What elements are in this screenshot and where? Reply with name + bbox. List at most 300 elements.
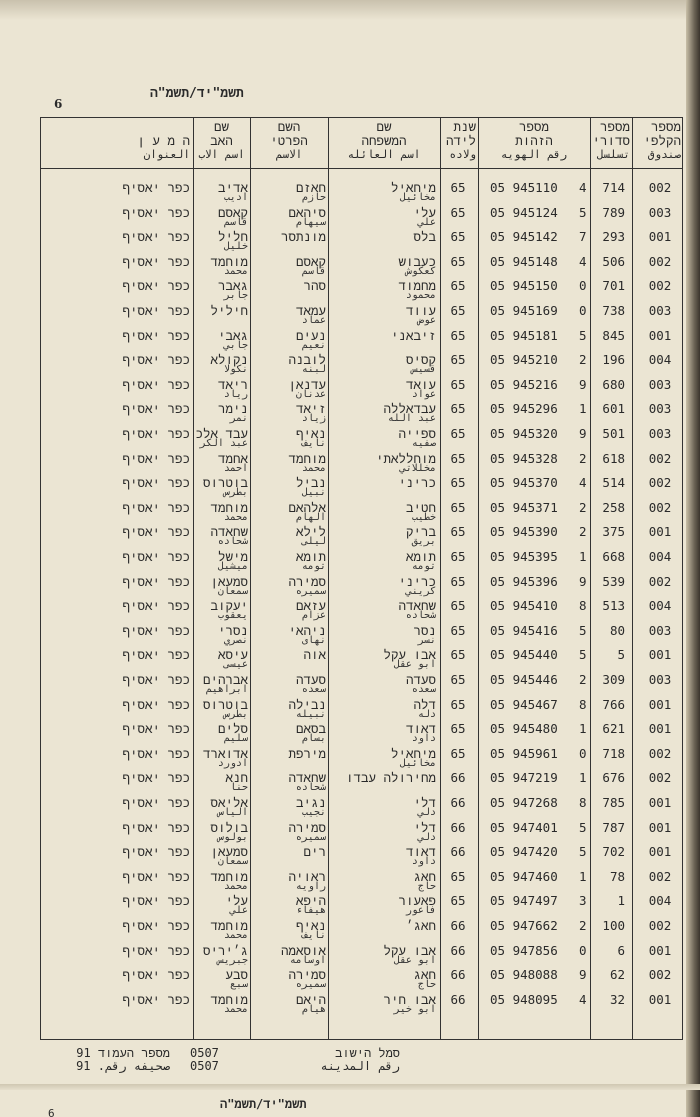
- cell-father-name: בוטרוס: [202, 696, 248, 712]
- cell-serial: 196: [602, 352, 625, 368]
- family-name-ar: عبد الله: [387, 413, 436, 425]
- cell-serial: 785: [602, 795, 625, 810]
- first-name-ar: نبيله: [295, 708, 326, 720]
- cell-address: כפר יאסיף: [122, 745, 190, 761]
- cell-address: כפר יאסיף: [122, 450, 190, 466]
- cell-id-number: 05 945446: [490, 672, 558, 687]
- cell-address: כפר יאסיף: [122, 918, 190, 933]
- cell-serial: 676: [602, 770, 625, 786]
- header-text: מספר: [650, 119, 681, 134]
- cell-birth-year: 65: [450, 278, 466, 294]
- cell-address: כפר יאסיף: [122, 401, 190, 417]
- family-name-ar: بريق: [411, 536, 436, 548]
- family-name-ar: حاج: [417, 880, 436, 892]
- cell-box: 001: [648, 524, 672, 540]
- cell-serial: 501: [602, 426, 625, 441]
- cell-serial: 787: [602, 819, 625, 835]
- first-name-ar: بسام: [301, 733, 326, 745]
- cell-check-digit: 8: [579, 795, 587, 810]
- first-name-ar: نايف: [301, 930, 326, 941]
- cell-family-name: עלי: [413, 204, 436, 220]
- table-row: [40, 278, 683, 302]
- father-name-ar: محمد: [223, 1003, 248, 1015]
- cell-birth-year: 65: [450, 426, 466, 441]
- cell-first-name: אלהאם: [288, 499, 326, 515]
- table-row: [40, 770, 683, 794]
- father-name-ar: جابر: [223, 290, 248, 302]
- cell-id-number: 05 947460: [490, 868, 558, 884]
- header-text: הקלפי: [643, 133, 681, 148]
- cell-check-digit: 5: [579, 622, 587, 638]
- cell-father-name: חליל: [217, 229, 248, 245]
- cell-box: 002: [648, 868, 672, 884]
- father-name-ar: محمد: [223, 880, 248, 892]
- header-text-ar: تسلسل: [596, 148, 630, 161]
- cell-check-digit: 8: [579, 696, 587, 712]
- family-name-ar: سعده: [411, 684, 436, 695]
- cell-first-name: לובנה: [288, 352, 326, 368]
- family-name-ar: دله: [417, 708, 436, 720]
- cell-family-name: מוחללאתי: [375, 450, 436, 466]
- cell-first-name: נגיב: [295, 795, 326, 810]
- cell-check-digit: 4: [579, 253, 587, 269]
- cell-box: 002: [648, 745, 672, 761]
- cell-box: 001: [648, 327, 672, 343]
- cell-box: 002: [648, 180, 672, 195]
- cell-father-name: סמעאן: [210, 844, 248, 860]
- cell-first-name: מירפת: [288, 745, 326, 761]
- cell-id-number: 05 945124: [490, 204, 558, 220]
- cell-box: 001: [648, 991, 672, 1007]
- cell-id-number: 05 947420: [490, 844, 558, 860]
- cell-box: 002: [648, 770, 672, 786]
- father-name-ar: يعقوب: [217, 610, 248, 622]
- cell-serial: 1: [617, 893, 625, 909]
- father-name-ar: احمد: [223, 462, 248, 474]
- cell-address: כפר יאסיף: [122, 819, 190, 835]
- cell-check-digit: 9: [579, 573, 587, 589]
- first-name-ar: ليلى: [301, 536, 326, 548]
- cell-birth-year: 65: [450, 622, 466, 638]
- family-name-ar: مخائيل: [399, 192, 436, 203]
- header-text: הפרטי: [270, 133, 308, 148]
- cell-family-name: זיבאני: [390, 327, 436, 343]
- father-name-ar: سمعان: [217, 856, 248, 868]
- cell-id-number: 05 945371: [490, 499, 558, 515]
- cell-id-number: 05 947662: [490, 918, 558, 933]
- cell-address: כפר יאסיף: [122, 475, 190, 491]
- cell-birth-year: 65: [450, 745, 466, 761]
- father-name-ar: عبد الكر: [199, 438, 248, 449]
- cell-address: כפר יאסיף: [122, 672, 190, 687]
- header-family: [330, 120, 438, 162]
- cell-address: כפר יאסיף: [122, 795, 190, 810]
- cell-check-digit: 2: [579, 352, 587, 368]
- table-row: [40, 623, 683, 647]
- table-row: [40, 844, 683, 868]
- cell-box: 003: [648, 426, 672, 441]
- header-text-ar: ولاده: [449, 148, 476, 161]
- settlement-code: 0507: [190, 1046, 219, 1060]
- cell-serial: 293: [602, 229, 625, 245]
- cell-check-digit: 0: [579, 745, 587, 761]
- cell-check-digit: 1: [579, 401, 587, 417]
- cell-serial: 514: [602, 475, 625, 491]
- header-text: מספר: [599, 119, 630, 134]
- cell-address: כפר יאסיף: [122, 770, 190, 786]
- father-name-ar: ميشيل: [217, 561, 248, 572]
- settlement-label: סמל הישוב: [335, 1046, 400, 1060]
- cell-check-digit: 2: [579, 450, 587, 466]
- cell-first-name: נביל: [295, 475, 326, 491]
- cell-id-number: 05 945396: [490, 573, 558, 589]
- cell-box: 003: [648, 376, 672, 392]
- first-name-ar: نجيب: [301, 807, 326, 818]
- cell-father-name: סבע: [225, 967, 248, 983]
- next-page-number: 6: [48, 1107, 55, 1117]
- cell-birth-year: 65: [450, 549, 466, 564]
- father-name-ar: حنا: [229, 782, 248, 794]
- cell-address: כפר יאסיף: [122, 180, 190, 195]
- table-row: [40, 746, 683, 770]
- cell-birth-year: 66: [450, 967, 466, 983]
- cell-father-name: חנא: [225, 770, 248, 786]
- table-row: [40, 524, 683, 548]
- cell-check-digit: 5: [579, 819, 587, 835]
- first-name-ar: سميره: [295, 831, 326, 843]
- header-text-ar: اسم العائله: [347, 148, 421, 161]
- cell-address: כפר יאסיף: [122, 942, 190, 958]
- cell-box: 003: [648, 672, 672, 687]
- cell-first-name: סמירה: [288, 819, 326, 835]
- cell-box: 001: [648, 647, 672, 663]
- cell-id-number: 05 945148: [490, 253, 558, 269]
- cell-id-number: 05 945328: [490, 450, 558, 466]
- table-row: [40, 451, 683, 475]
- cell-first-name: נאיף: [295, 426, 326, 441]
- cell-address: כפר יאסיף: [122, 278, 190, 294]
- cell-id-number: 05 945416: [490, 622, 558, 638]
- cell-family-name: אבו עקל: [383, 647, 436, 663]
- cell-box: 002: [648, 918, 672, 933]
- table-row: [40, 869, 683, 893]
- cell-check-digit: 1: [579, 549, 587, 564]
- table-row: [40, 549, 683, 573]
- father-name-ar: اديب: [223, 192, 248, 203]
- cell-family-name: מיחאיל: [390, 745, 436, 761]
- cell-birth-year: 66: [450, 942, 466, 958]
- cell-first-name: לילא: [295, 524, 326, 540]
- cell-family-name: מחמוד: [398, 278, 436, 294]
- table-row: [40, 697, 683, 721]
- cell-birth-year: 65: [450, 893, 466, 909]
- father-name-ar: بولوس: [217, 831, 248, 843]
- father-name-ar: علي: [229, 905, 248, 917]
- cell-serial: 845: [602, 327, 625, 343]
- table-row: [40, 500, 683, 524]
- cell-serial: 80: [609, 622, 625, 638]
- cell-id-number: 05 945142: [490, 229, 558, 245]
- cell-serial: 62: [609, 967, 625, 983]
- cell-birth-year: 65: [450, 696, 466, 712]
- cell-address: כפר יאסיף: [122, 352, 190, 368]
- family-name-ar: فاعور: [405, 905, 436, 917]
- header-divider: [40, 168, 683, 169]
- cell-check-digit: 8: [579, 598, 587, 614]
- cell-father-name: שחאדה: [210, 524, 248, 540]
- cell-address: כפר יאסיף: [122, 622, 190, 638]
- cell-father-name: עבד אלכ: [195, 426, 248, 441]
- cell-father-name: קאסם: [217, 204, 248, 220]
- header-text: המשפחה: [361, 133, 407, 148]
- cell-id-number: 05 947401: [490, 819, 558, 835]
- cell-family-name: מיחאיל: [390, 180, 436, 195]
- table-row: [40, 992, 683, 1016]
- first-name-ar: سعده: [301, 684, 326, 695]
- cell-first-name: ראויה: [288, 868, 326, 884]
- cell-family-name: חאג: [413, 967, 436, 983]
- table-row: [40, 820, 683, 844]
- cell-check-digit: 9: [579, 376, 587, 392]
- cell-address: כפר יאסיף: [122, 573, 190, 589]
- header-text-ar: العنوان: [143, 148, 190, 161]
- cell-check-digit: 2: [579, 499, 587, 515]
- first-name-ar: نهاى: [301, 634, 326, 646]
- cell-family-name: תומא: [405, 549, 436, 564]
- cell-first-name: היאם: [295, 991, 326, 1007]
- cell-first-name: עדנאן: [288, 376, 326, 392]
- cell-first-name: מונתסר: [280, 229, 326, 245]
- cell-check-digit: 7: [579, 229, 587, 245]
- table-row: [40, 647, 683, 671]
- table-row: [40, 893, 683, 917]
- table-row: [40, 918, 683, 942]
- cell-family-name: כעבוש: [398, 253, 436, 269]
- cell-first-name: נעים: [295, 327, 326, 343]
- cell-check-digit: 9: [579, 426, 587, 441]
- cell-birth-year: 66: [450, 819, 466, 835]
- table-row: [40, 672, 683, 696]
- cell-box: 004: [648, 549, 672, 564]
- cell-box: 002: [648, 278, 672, 294]
- cell-birth-year: 65: [450, 598, 466, 614]
- cell-father-name: נקולא: [210, 352, 248, 368]
- cell-birth-year: 65: [450, 647, 466, 663]
- cell-check-digit: 3: [579, 893, 587, 909]
- father-name-ar: محمد: [223, 511, 248, 523]
- header-father-name: [195, 120, 248, 162]
- book-binding: [686, 0, 700, 1117]
- family-name-ar: كعكوش: [405, 265, 436, 277]
- cell-check-digit: 1: [579, 770, 587, 786]
- cell-first-name: היפא: [295, 893, 326, 909]
- cell-first-name: אוסאמה: [280, 942, 326, 958]
- cell-serial: 701: [602, 278, 625, 294]
- cell-address: כפר יאסיף: [122, 204, 190, 220]
- cell-id-number: 05 947497: [490, 893, 558, 909]
- cell-father-name: אדיב: [217, 180, 248, 195]
- family-name-ar: محمود: [405, 290, 436, 302]
- cell-family-name: ספייה: [398, 426, 436, 441]
- cell-first-name: קאסם: [295, 253, 326, 269]
- cell-first-name: בסאם: [295, 721, 326, 737]
- cell-id-number: 05 948095: [490, 991, 558, 1007]
- first-name-ar: عدنان: [295, 388, 326, 400]
- cell-address: כפר יאסיף: [122, 376, 190, 392]
- header-box: [634, 120, 681, 162]
- header-text: שם: [376, 119, 392, 134]
- cell-father-name: חיליל: [210, 303, 248, 318]
- cell-family-name: חאג׳: [405, 918, 436, 933]
- cell-check-digit: 4: [579, 991, 587, 1007]
- cell-address: כפר יאסיף: [122, 991, 190, 1007]
- cell-serial: 601: [602, 401, 625, 417]
- cell-first-name: נאיף: [295, 918, 326, 933]
- cell-serial: 506: [602, 253, 625, 269]
- family-name-ar: صفيه: [411, 438, 436, 449]
- header-serial: [592, 120, 630, 162]
- first-name-ar: هيام: [301, 1003, 326, 1015]
- header-text-ar: رقم الهويه: [500, 148, 568, 161]
- father-name-ar: بطرس: [223, 487, 248, 499]
- cell-box: 001: [648, 942, 672, 958]
- cell-address: כפר יאסיף: [122, 253, 190, 269]
- cell-family-name: דלה: [413, 696, 436, 712]
- cell-check-digit: 5: [579, 844, 587, 860]
- next-page-title: תשמ"יד/תשמ"ה: [220, 1097, 307, 1111]
- header-text: השם: [277, 119, 301, 134]
- father-name-ar: جبريس: [217, 954, 248, 966]
- cell-serial: 702: [602, 844, 625, 860]
- cell-father-name: אליאס: [210, 795, 248, 810]
- cell-family-name: כריני: [398, 573, 436, 589]
- cell-check-digit: 4: [579, 475, 587, 491]
- cell-first-name: סיהאם: [288, 204, 326, 220]
- cell-birth-year: 66: [450, 770, 466, 786]
- family-name-ar: خطيب: [411, 511, 436, 523]
- table-row: [40, 795, 683, 819]
- table-row: [40, 205, 683, 229]
- cell-father-name: מוחמד: [210, 868, 248, 884]
- first-name-ar: الهام: [295, 511, 326, 523]
- cell-address: כפר יאסיף: [122, 524, 190, 540]
- first-name-ar: نبيل: [301, 487, 326, 499]
- cell-id-number: 05 945110: [490, 180, 558, 195]
- cell-family-name: אבו חיר: [383, 991, 436, 1007]
- family-name-ar: ابو عقل: [393, 954, 436, 966]
- cell-address: כפר יאסיף: [122, 229, 190, 245]
- cell-check-digit: 5: [579, 647, 587, 663]
- page-edge: [0, 1084, 700, 1090]
- cell-check-digit: 2: [579, 524, 587, 540]
- cell-father-name: עיסא: [217, 647, 248, 663]
- father-name-ar: شحاده: [217, 536, 248, 548]
- cell-address: כפר יאסיף: [122, 844, 190, 860]
- cell-serial: 789: [602, 204, 625, 220]
- cell-father-name: עלי: [225, 893, 248, 909]
- header-year: [442, 120, 476, 162]
- cell-birth-year: 66: [450, 795, 466, 810]
- table-row: [40, 574, 683, 598]
- first-name-ar: عماد: [301, 315, 326, 326]
- cell-serial: 718: [602, 745, 625, 761]
- cell-id-number: 05 945150: [490, 278, 558, 294]
- family-name-ar: دلي: [417, 831, 436, 843]
- family-name-ar: ابو عقل: [393, 659, 436, 671]
- cell-check-digit: 1: [579, 721, 587, 737]
- cell-box: 001: [648, 819, 672, 835]
- cell-first-name: תומא: [295, 549, 326, 564]
- cell-check-digit: 5: [579, 327, 587, 343]
- cell-box: 004: [648, 598, 672, 614]
- father-name-ar: سليم: [223, 733, 248, 745]
- family-name-ar: ابو خير: [393, 1003, 436, 1015]
- cell-box: 001: [648, 696, 672, 712]
- cell-check-digit: 5: [579, 204, 587, 220]
- cell-birth-year: 65: [450, 450, 466, 466]
- cell-id-number: 05 945395: [490, 549, 558, 564]
- cell-box: 003: [648, 303, 672, 318]
- cell-family-name: סעדה: [405, 672, 436, 687]
- family-name-ar: داود: [411, 733, 436, 745]
- cell-serial: 100: [602, 918, 625, 933]
- family-name-ar: عواد: [411, 388, 436, 400]
- cell-address: כפר יאסיף: [122, 549, 190, 564]
- first-name-ar: راويه: [295, 880, 326, 892]
- cell-serial: 680: [602, 376, 625, 392]
- cell-family-name: פאעור: [398, 893, 436, 909]
- cell-family-name: דאוד: [405, 844, 436, 860]
- cell-family-name: קסיס: [405, 352, 436, 368]
- header-first-name: [252, 120, 326, 162]
- cell-father-name: ריאד: [217, 376, 248, 392]
- cell-address: כפר יאסיף: [122, 967, 190, 983]
- cell-birth-year: 65: [450, 327, 466, 343]
- cell-father-name: גאבי: [217, 327, 248, 343]
- cell-birth-year: 65: [450, 672, 466, 687]
- father-name-ar: ادورد: [217, 757, 248, 769]
- cell-address: כפר יאסיף: [122, 598, 190, 614]
- cell-box: 004: [648, 893, 672, 909]
- father-name-ar: جابي: [223, 339, 248, 351]
- cell-id-number: 05 945390: [490, 524, 558, 540]
- cell-address: כפר יאסיף: [122, 499, 190, 515]
- cell-birth-year: 65: [450, 204, 466, 220]
- cell-box: 002: [648, 450, 672, 466]
- cell-id-number: 05 948088: [490, 967, 558, 983]
- cell-serial: 258: [602, 499, 625, 515]
- family-name-ar: كريني: [405, 585, 436, 597]
- cell-serial: 32: [609, 991, 625, 1007]
- cell-birth-year: 65: [450, 253, 466, 269]
- cell-check-digit: 9: [579, 967, 587, 983]
- father-name-ar: بطرس: [223, 708, 248, 720]
- cell-check-digit: 2: [579, 672, 587, 687]
- table-row: [40, 426, 683, 450]
- first-name-ar: تومه: [301, 561, 326, 572]
- cell-check-digit: 0: [579, 278, 587, 294]
- first-name-ar: حازم: [301, 192, 326, 203]
- cell-birth-year: 65: [450, 499, 466, 515]
- cell-box: 003: [648, 622, 672, 638]
- first-name-ar: شحاده: [295, 782, 326, 794]
- cell-family-name: נסר: [413, 622, 436, 638]
- cell-birth-year: 66: [450, 918, 466, 933]
- header-text: סדורי: [592, 133, 630, 148]
- family-name-ar: حاج: [417, 979, 436, 991]
- header-text: האב: [210, 133, 233, 148]
- cell-father-name: אחמד: [217, 450, 248, 466]
